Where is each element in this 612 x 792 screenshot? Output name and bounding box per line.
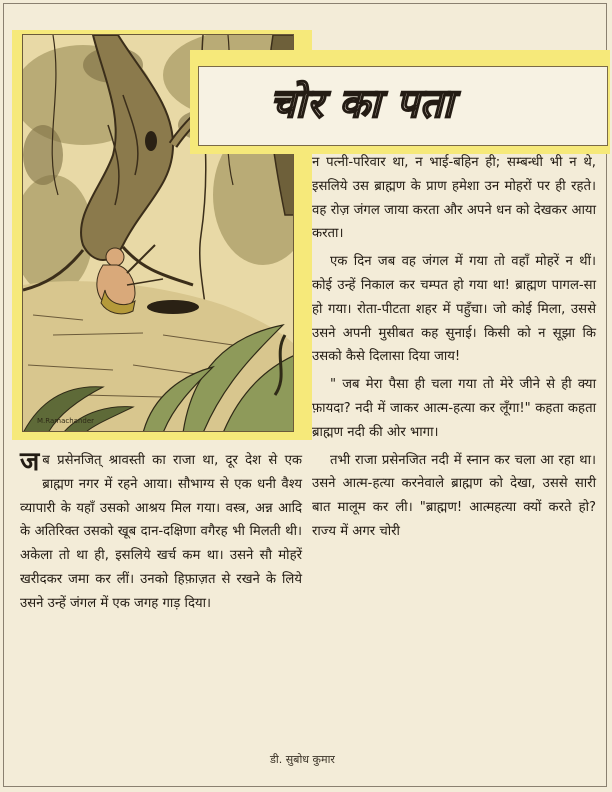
opening-paragraph: [20, 449, 302, 616]
paragraph: " जब मेरा पैसा ही चला गया तो मेरे जीने से ही क्या फ़ायदा? नदी में जाकर आत्म-हत्या कर लूँगा!" कहता कहता ब्राह्मण नदी की ओर भागा।: [312, 377, 596, 440]
paragraph-text: ब प्रसेनजित् श्रावस्ती का राजा था, दूर देश से एक ब्राह्मण नगर में रहने आया। सौभाग्य से एक धनी वैश्य व्यापारी के यहाँ उसको आश्रय मिल गया। वस्त्र, अन्न आदि के अतिरिक्त उसको खूब दान-दक्षिणा वगैरह भी मिलती थी। अकेला तो था ही, इसलिये खर्च कम था। उसने सौ मोहरें खरीदकर जमा कर लीं। उनको हिफ़ाज़त से रखने के लिये उसने उन्हें जंगल में एक जगह गाड़ दिया।: [20, 453, 302, 611]
paragraph: तभी राजा प्रसेनजित नदी में स्नान कर चला आ रहा था। उसने आत्म-हत्या करनेवाले ब्राह्मण को देखा, उससे सारी बात मालूम कर ली। "ब्राह्मण! आत्महत्या क्यों करते हो? राज्य में अगर चोरी: [312, 452, 596, 539]
drop-cap: ज: [20, 447, 40, 477]
paragraph: न पत्नी-परिवार था, न भाई-बहिन ही; सम्बन्धी भी न थे, इसलिये उस ब्राह्मण के प्राण हमेशा उन मोहरों पर ही रहते। वह रोज़ जंगल जाया करता और अपने धन को देखकर आया करता।: [312, 155, 596, 242]
right-column: [312, 151, 596, 544]
artist-signature: M.Ramachander: [37, 417, 95, 425]
paragraph: एक दिन जब वह जंगल में गया तो वहाँ मोहरें न थीं। कोई उन्हें निकाल कर चम्पत हो गया था! ब्राह्मण पागल-सा हो गया। रोता-पीटता शहर में पहुँचा। जो कोई मिला, उससे उसने अपनी मुसीबत कह सुनाई। किसी को न सूझा कि उसको कैसे दिलासा दिया जाय!: [312, 254, 596, 365]
left-column: [20, 449, 302, 616]
page-title: चोर का पता: [270, 80, 454, 127]
author-byline: डी. सुबोध कुमार: [270, 753, 335, 766]
